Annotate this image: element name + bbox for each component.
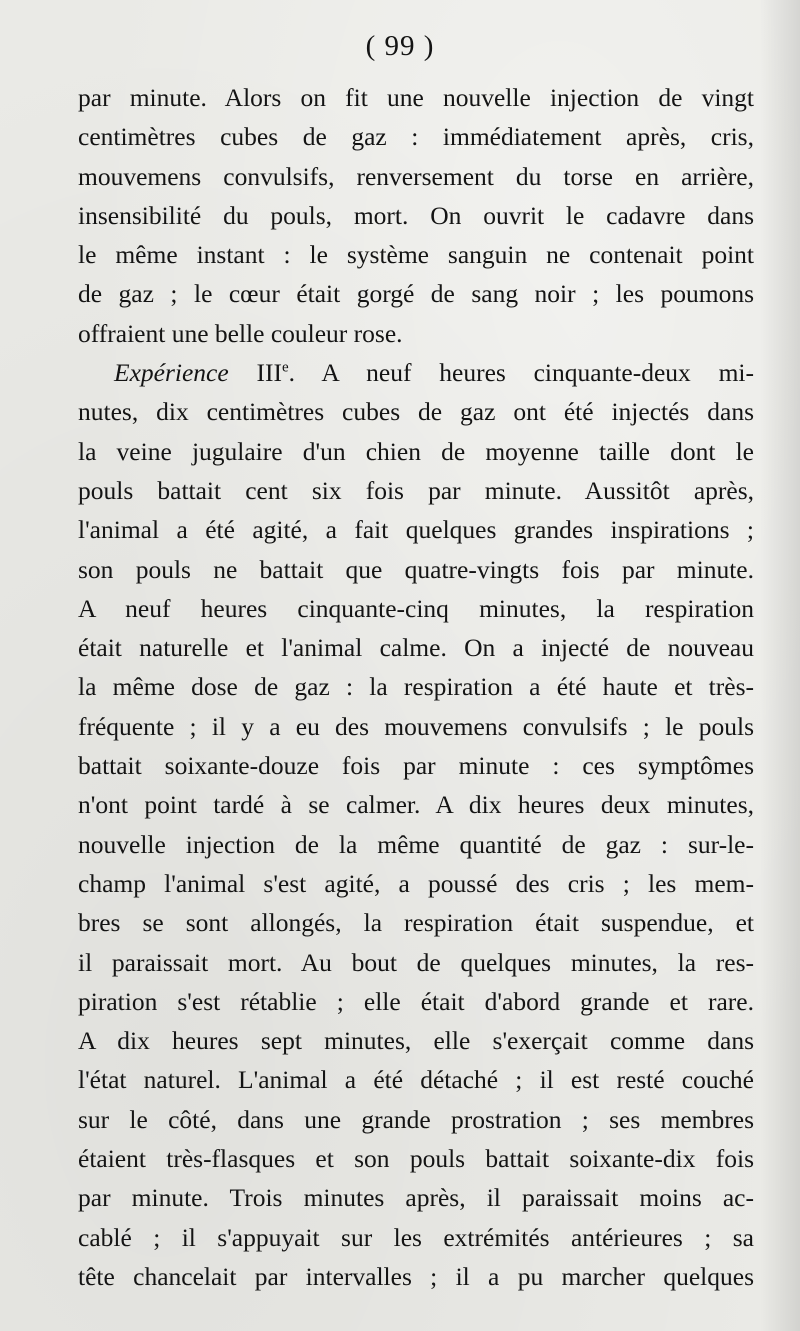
experience-heading-line [78, 353, 754, 392]
text-line: la même dose de gaz : la respiration a été haute et très- [78, 672, 754, 702]
text-line: la veine jugulaire d'un chien de moyenne taille dont le [78, 436, 754, 466]
text-line: pouls battait cent six fois par minute. Aussitôt après, [78, 475, 754, 505]
experience-label: Expérience [114, 358, 229, 388]
text-line: l'animal a été agité, a fait quelques grandes inspirations ; [78, 515, 754, 545]
text-line: battait soixante-douze fois par minute : ces symptômes [78, 751, 754, 781]
text-line: mouvemens convulsifs, renversement du torse en arrière, [78, 161, 754, 191]
text-line: cablé ; il s'appuyait sur les extrémités antérieures ; sa [78, 1222, 754, 1252]
text-line: n'ont point tardé à se calmer. A dix heures deux minutes, [78, 790, 754, 820]
text-line: A dix heures sept minutes, elle s'exerçait comme dans [78, 1026, 754, 1056]
text-line: centimètres cubes de gaz : immédiatement après, cris, [78, 122, 754, 152]
text-line: offraient une belle couleur rose. [78, 318, 403, 348]
text-line: son pouls ne battait que quatre-vingts fois par minute. [78, 554, 754, 584]
text-line: il paraissait mort. Au bout de quelques minutes, la res- [78, 947, 754, 977]
text-line: fréquente ; il y a eu des mouvemens convulsifs ; le pouls [78, 711, 754, 741]
body-text [78, 78, 754, 1296]
text-line: bres se sont allongés, la respiration était suspendue, et [78, 908, 754, 938]
experience-numeral: III [228, 358, 282, 388]
text-line: le même instant : le système sanguin ne contenait point [78, 240, 754, 270]
text-line: A neuf heures cinquante-cinq minutes, la respiration [78, 593, 754, 623]
text-line: nutes, dix centimètres cubes de gaz ont été injectés dans [78, 397, 754, 427]
text-line: piration s'est rétablie ; elle était d'abord grande et rare. [78, 986, 754, 1016]
text-line: de gaz ; le cœur était gorgé de sang noir ; les poumons [78, 279, 754, 309]
text-line: par minute. Trois minutes après, il paraissait moins ac- [78, 1183, 754, 1213]
text-line: tête chancelait par intervalles ; il a pu marcher quelques [78, 1261, 754, 1291]
experience-numeral-sup: e [281, 359, 289, 376]
text-line: champ l'animal s'est agité, a poussé des cris ; les mem- [78, 868, 754, 898]
text-line: insensibilité du pouls, mort. On ouvrit le cadavre dans [78, 200, 754, 230]
text-line: était naturelle et l'animal calme. On a injecté de nouveau [78, 633, 754, 663]
text-line: nouvelle injection de la même quantité de gaz : sur-le- [78, 829, 754, 859]
text-line: étaient très-flasques et son pouls battait soixante-dix fois [78, 1144, 754, 1174]
text-line: par minute. Alors on fit une nouvelle injection de vingt [78, 83, 754, 112]
text-line: sur le côté, dans une grande prostration ; ses membres [78, 1104, 754, 1134]
text-line: l'état naturel. L'animal a été détaché ; il est resté couché [78, 1065, 754, 1095]
page-edge-shadow [760, 0, 800, 1331]
experience-line-rest: . A neuf heures cinquante-deux mi- [288, 358, 754, 388]
page-number: ( 99 ) [365, 30, 435, 62]
